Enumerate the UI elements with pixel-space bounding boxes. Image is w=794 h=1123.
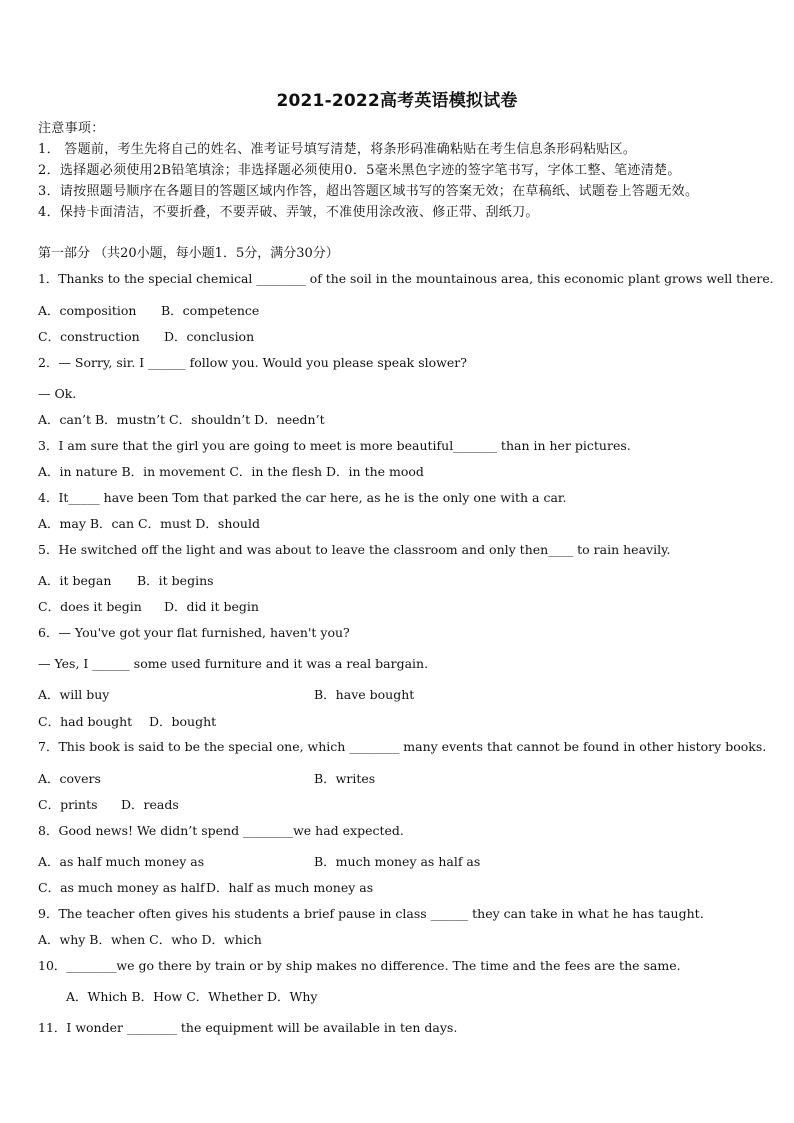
option-c: C．construction (38, 329, 140, 344)
notice-item: 2．选择题必须使用2B铅笔填涂；非选择题必须使用0．5毫米黑色字迹的签字笔书写，字体工整、笔迹清楚。 (38, 163, 681, 178)
option-a: A．will buy (38, 687, 110, 702)
option-c: C．prints (38, 797, 98, 812)
option-a: A．as half much money as (38, 854, 205, 869)
option-d: D．did it begin (164, 599, 259, 614)
option-d: D．conclusion (164, 329, 255, 344)
option-c: C．as much money as half (38, 880, 205, 895)
notice-item: 1． 答题前，考生先将自己的姓名、准考证号填写清楚，将条形码准确粘贴在考生信息条形码粘贴区。 (38, 142, 637, 157)
question-stem: 9．The teacher often gives his students a brief pause in class ______ they can take in what he has taught. (38, 906, 704, 921)
question-reply: — Ok. (38, 386, 77, 401)
option-b: B．it begins (137, 573, 214, 588)
question-stem: 1．Thanks to the special chemical ________ of the soil in the mountainous area, this economic plant grows well there. (38, 271, 774, 286)
page-title: 2021-2022高考英语模拟试卷 (276, 91, 518, 111)
option-b: B．competence (161, 303, 260, 318)
option-b: B．have bought (314, 687, 415, 702)
option-b: B．much money as half as (314, 854, 481, 869)
notice-item: 3．请按照题号顺序在各题目的答题区域内作答，超出答题区域书写的答案无效；在草稿纸、试题卷上答题无效。 (38, 184, 699, 199)
option-d: D．reads (121, 797, 179, 812)
option-c: C．does it begin (38, 599, 142, 614)
question-stem: 8．Good news! We didn’t spend ________we had expected. (38, 823, 404, 838)
option-a: A．it began (38, 573, 112, 588)
option-a: A．composition (38, 303, 137, 318)
question-stem: 7．This book is said to be the special one, which ________ many events that cannot be found in other history books. (38, 739, 767, 754)
question-stem: 6．— You've got your flat furnished, haven't you? (38, 625, 350, 640)
options-line: A．may B．can C．must D．should (38, 516, 260, 531)
option-d: D．bought (149, 714, 217, 729)
options-line: A．in nature B．in movement C．in the flesh D．in the mood (38, 464, 424, 479)
question-stem: 5．He switched off the light and was about to leave the classroom and only then____ to rain heavily. (38, 542, 671, 557)
option-a: A．covers (38, 771, 101, 786)
option-d: D．half as much money as (206, 880, 374, 895)
question-stem: 3．I am sure that the girl you are going to meet is more beautiful_______ than in her pictures. (38, 438, 631, 453)
question-stem: 10．________we go there by train or by ship makes no difference. The time and the fees are the same. (38, 958, 681, 973)
options-line: A．Which B．How C．Whether D．Why (66, 989, 318, 1004)
question-stem: 2．— Sorry, sir. I ______ follow you. Would you please speak slower? (38, 355, 467, 370)
options-line: A．can’t B．mustn’t C．shouldn’t D．needn’t (38, 412, 325, 427)
notice-heading: 注意事项： (38, 121, 105, 136)
option-c: C．had bought (38, 714, 133, 729)
question-stem: 4．It_____ have been Tom that parked the car here, as he is the only one with a car. (38, 490, 567, 505)
option-b: B．writes (314, 771, 376, 786)
question-reply: — Yes, I ______ some used furniture and it was a real bargain. (38, 656, 429, 671)
options-line: A．why B．when C．who D．which (38, 932, 262, 947)
section-heading: 第一部分 （共20小题，每小题1．5分，满分30分） (38, 246, 339, 261)
question-stem: 11．I wonder ________ the equipment will be available in ten days. (38, 1020, 458, 1035)
notice-item: 4．保持卡面清洁，不要折叠，不要弄破、弄皱，不准使用涂改液、修正带、刮纸刀。 (38, 205, 539, 220)
